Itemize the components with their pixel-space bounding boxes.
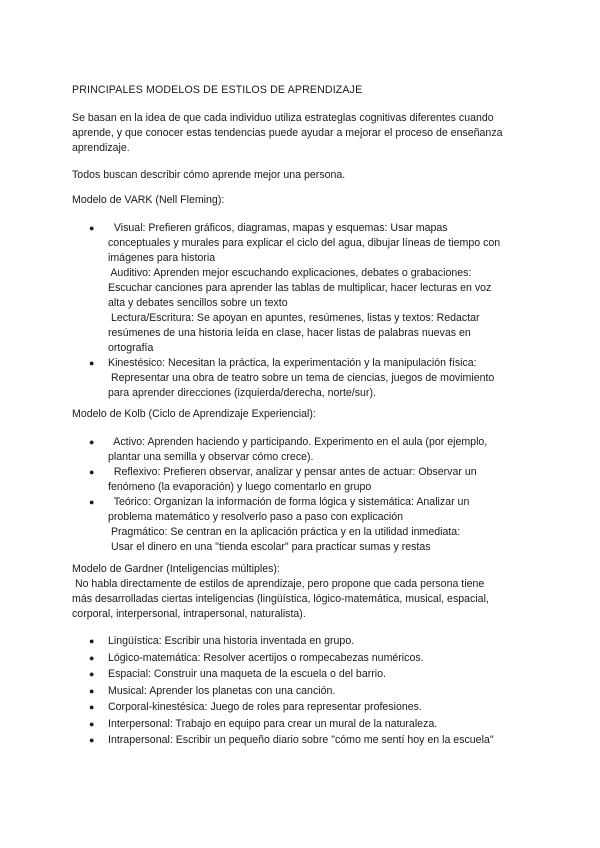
list-item	[72, 634, 534, 649]
item-line: Musical: Aprender los planetas con una canción.	[108, 684, 336, 697]
item-line: fenómeno (la evaporación) y luego comentarlo en grupo	[108, 481, 372, 493]
list-item	[72, 495, 534, 555]
vark-list	[72, 221, 534, 401]
bullet-icon: ●	[89, 358, 95, 368]
list-item	[72, 717, 534, 732]
list-item	[72, 700, 534, 715]
bullet-icon: ●	[89, 636, 95, 646]
bullet-icon: ●	[89, 735, 95, 745]
gardner-heading: Modelo de Gardner (Inteligencias múltiples):	[72, 563, 280, 575]
list-item	[72, 221, 534, 356]
item-line: Corporal-kinestésica: Juego de roles para representar profesiones.	[108, 701, 422, 713]
item-line: resúmenes de una historia leída en clase, hacer listas de palabras nuevas en	[108, 327, 471, 339]
list-item	[72, 465, 534, 495]
item-line: Reflexivo: Prefieren observar, analizar y pensar antes de actuar: Observar un	[108, 466, 477, 478]
item-line: ortografía	[108, 342, 154, 354]
item-line: Usar el dinero en una "tienda escolar" para practicar sumas y restas	[108, 541, 431, 553]
item-line: Auditivo: Aprenden mejor escuchando explicaciones, debates o grabaciones:	[108, 267, 472, 279]
item-line: Interpersonal: Trabajo en equipo para crear un mural de la naturaleza.	[108, 717, 438, 730]
document-title: PRINCIPALES MODELOS DE ESTILOS DE APRENDIZAJE	[72, 84, 363, 96]
item-line: Lógico-matemática: Resolver acertijos o rompecabezas numéricos.	[108, 651, 424, 664]
bullet-icon: ●	[89, 223, 95, 233]
list-item	[72, 733, 534, 748]
item-line: conceptuales y murales para explicar el ciclo del agua, dibujar líneas de tiempo con	[108, 237, 501, 249]
gardner-intro	[72, 577, 534, 622]
item-line: Kinestésico: Necesitan la práctica, la experimentación y la manipulación física:	[108, 357, 477, 369]
intro-line: Se basan en la idea de que cada individuo utiliza estrateglas cognitivas diferentes cuando	[72, 112, 494, 124]
item-line: plantar una semilla y observar cómo crece).	[108, 451, 314, 463]
intro-line: aprende, y que conocer estas tendencias puede ayudar a mejorar el proceso de enseñanza	[72, 127, 503, 139]
kolb-heading: Modelo de Kolb (Ciclo de Aprendizaje Experiencial):	[72, 408, 316, 420]
item-line: Visual: Prefieren gráficos, diagramas, mapas y esquemas: Usar mapas	[108, 222, 448, 234]
item-line: Representar una obra de teatro sobre un tema de ciencias, juegos de movimiento	[108, 372, 495, 384]
list-item	[72, 356, 534, 401]
item-line: Activo: Aprenden haciendo y participando. Experimento en el aula (por ejemplo,	[108, 436, 488, 448]
bullet-icon: ●	[89, 652, 95, 663]
gardner-intro-line: corporal, interpersonal, intrapersonal, naturalista).	[72, 608, 306, 620]
summary-paragraph: Todos buscan describir cómo aprende mejor una persona.	[72, 169, 346, 181]
bullet-icon: ●	[89, 669, 95, 679]
bullet-icon: ●	[89, 437, 95, 447]
item-line: Lectura/Escritura: Se apoyan en apuntes, resúmenes, listas y textos: Redactar	[108, 312, 480, 324]
item-line: Escuchar canciones para aprender las tablas de multiplicar, hacer lecturas en voz	[108, 282, 492, 294]
gardner-list	[72, 634, 534, 748]
list-item	[72, 667, 534, 682]
intro-line: aprendizaje.	[72, 142, 130, 154]
item-line: Espacial: Construir una maqueta de la escuela o del barrio.	[108, 668, 386, 680]
gardner-intro-line: No habla directamente de estilos de aprendizaje, pero propone que cada persona tiene	[72, 578, 485, 590]
item-line: Intrapersonal: Escribir un pequeño diario sobre "cómo me sentí hoy en la escuela"	[108, 734, 494, 746]
bullet-icon: ●	[89, 467, 95, 477]
item-line: para aprender direcciones (izquierda/derecha, norte/sur).	[108, 387, 376, 399]
item-line: Pragmático: Se centran en la aplicación práctica y en la utilidad inmediata:	[108, 526, 461, 538]
bullet-icon: ●	[89, 685, 95, 696]
item-line: problema matemático y resolverlo paso a paso con explicación	[108, 511, 404, 523]
item-line: imágenes para historia	[108, 252, 216, 264]
gardner-intro-line: más desarrolladas ciertas inteligencias (lingüística, lógico-matemática, musical, espacial,	[72, 593, 489, 605]
item-line: Teórico: Organizan la información de forma lógica y sistemática: Analizar un	[108, 496, 470, 508]
bullet-icon: ●	[89, 497, 95, 507]
vark-heading: Modelo de VARK (Nell Fleming):	[72, 194, 225, 206]
list-item	[72, 651, 534, 666]
bullet-icon: ●	[89, 718, 95, 729]
item-line: alta y debates sencillos sobre un texto	[108, 297, 288, 309]
list-item	[72, 435, 534, 465]
list-item	[72, 684, 534, 699]
intro-paragraph	[72, 111, 534, 156]
bullet-icon: ●	[89, 702, 95, 712]
item-line: Lingüística: Escribir una historia inventada en grupo.	[108, 635, 355, 647]
kolb-list	[72, 435, 534, 555]
